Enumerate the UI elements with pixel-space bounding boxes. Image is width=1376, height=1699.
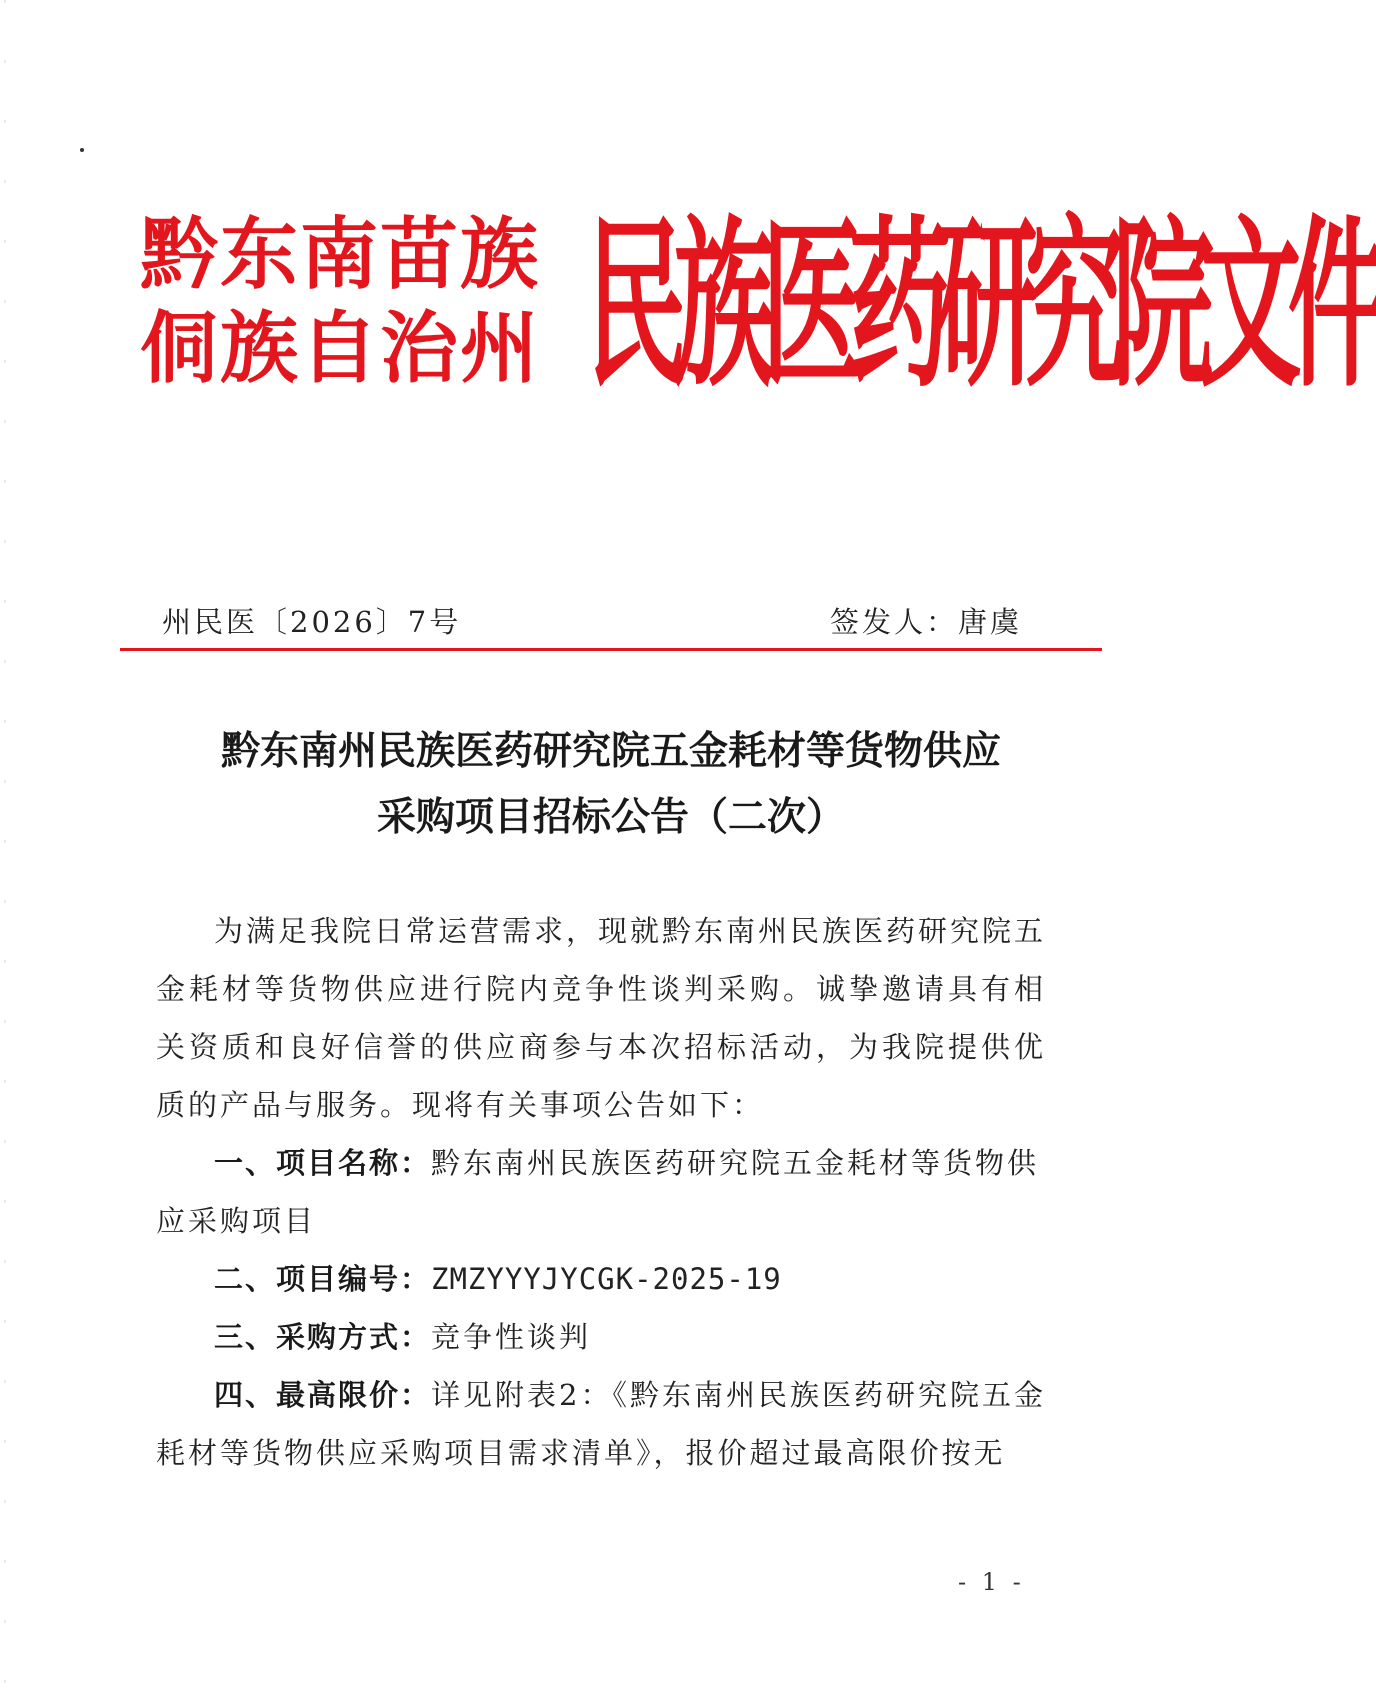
document-number-row bbox=[162, 600, 1022, 640]
notice-body bbox=[156, 902, 1046, 1482]
page-number: - 1 - bbox=[958, 1568, 1025, 1596]
item-value: 详见附表2：《黔东南州民族医药研究院五金耗材等货物供应采购项目需求清单》，报价超过最高限价按无 bbox=[156, 1378, 1046, 1470]
item-label: 二、项目编号： bbox=[214, 1262, 432, 1296]
item-max-price bbox=[156, 1366, 1046, 1482]
notice-title bbox=[120, 718, 1102, 850]
intro-paragraph: 为满足我院日常运营需求，现就黔东南州民族医药研究院五金耗材等货物供应进行院内竞争性谈判采购。诚挚邀请具有相关资质和良好信誉的供应商参与本次招标活动，为我院提供优质的产品与服务。现将有关事项公告如下： bbox=[156, 914, 1047, 1122]
item-project-name bbox=[156, 1134, 1046, 1250]
item-value: 黔东南州民族医药研究院五金耗材等货物供应采购项目 bbox=[156, 1146, 1040, 1238]
title-line1: 黔东南州民族医药研究院五金耗材等货物供应 bbox=[220, 728, 1001, 774]
red-divider-line bbox=[120, 648, 1102, 651]
masthead-right-text: 民族医药研究院文件 bbox=[586, 198, 1376, 412]
item-procurement-method bbox=[156, 1308, 1046, 1366]
title-line2: 采购项目招标公告（二次） bbox=[376, 794, 845, 840]
item-label: 一、项目名称： bbox=[214, 1146, 432, 1180]
item-value: ZMZYYYJYCGK-2025-19 bbox=[431, 1262, 782, 1296]
item-label: 三、采购方式： bbox=[214, 1320, 432, 1354]
document-number: 州民医〔2026〕7号 bbox=[162, 605, 462, 639]
masthead-left bbox=[140, 205, 570, 405]
issuer-signature: 签发人：唐虞 bbox=[829, 605, 1022, 639]
item-label: 四、最高限价： bbox=[214, 1378, 432, 1412]
item-project-code bbox=[156, 1250, 1046, 1308]
scan-dot-mark bbox=[80, 148, 84, 152]
masthead-left-line2: 侗族自治州 bbox=[140, 304, 541, 394]
red-masthead bbox=[140, 198, 1376, 412]
masthead-left-line1: 黔东南苗族 bbox=[140, 210, 541, 300]
masthead-right bbox=[586, 198, 1376, 412]
scan-edge-mark bbox=[4, 0, 6, 1699]
item-value: 竞争性谈判 bbox=[431, 1320, 592, 1354]
